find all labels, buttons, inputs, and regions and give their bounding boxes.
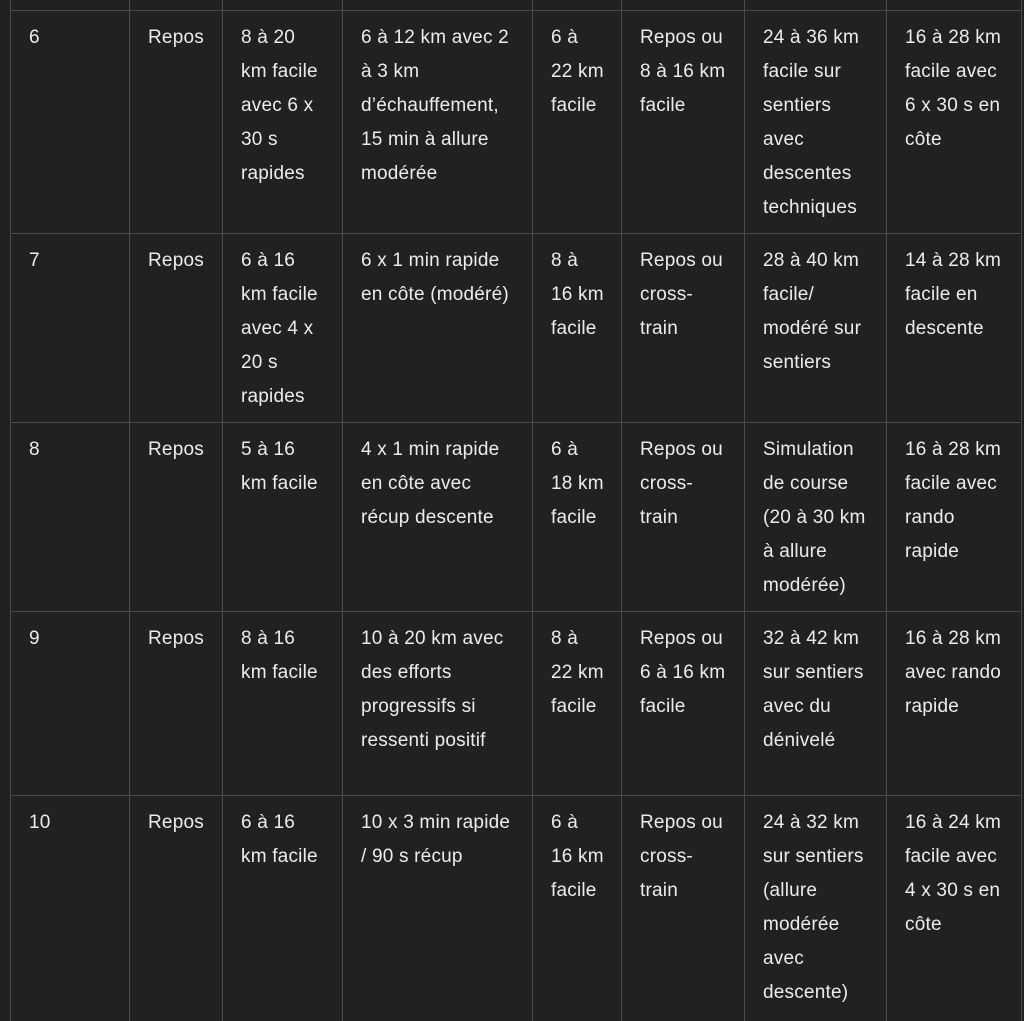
day-7-cell: 16 à 28 km avec rando rapide: [887, 612, 1022, 796]
table-row-week-9: [11, 612, 1022, 796]
table-row-week-7: [11, 234, 1022, 423]
table-cell-empty: [11, 0, 130, 11]
day-7-cell: 16 à 28 km facile avec rando rapide: [887, 423, 1022, 612]
day-2-cell: 6 à 16 km facile: [223, 796, 343, 1021]
day-2-cell: 8 à 16 km facile: [223, 612, 343, 796]
table-cell-empty: [343, 0, 533, 11]
table-cell-empty: [223, 0, 343, 11]
table-row-partial: [11, 0, 1022, 11]
day-7-cell: 16 à 28 km facile avec 6 x 30 s en côte: [887, 11, 1022, 234]
day-4-cell: 6 à 18 km facile: [533, 423, 622, 612]
table-cell-empty: [887, 0, 1022, 11]
day-6-cell: 24 à 36 km facile sur sentiers avec descentes techniques: [745, 11, 887, 234]
day-1-cell: Repos: [130, 11, 223, 234]
day-3-cell: 10 à 20 km avec des efforts progressifs si ressenti positif: [343, 612, 533, 796]
day-1-cell: Repos: [130, 612, 223, 796]
day-5-cell: Repos ou cross-train: [622, 796, 745, 1021]
week-number-cell: 7: [11, 234, 130, 423]
week-number-cell: 9: [11, 612, 130, 796]
day-2-cell: 6 à 16 km facile avec 4 x 20 s rapides: [223, 234, 343, 423]
day-1-cell: Repos: [130, 423, 223, 612]
table-cell-empty: [130, 0, 223, 11]
table-row-week-8: [11, 423, 1022, 612]
day-5-cell: Repos ou cross-train: [622, 423, 745, 612]
table-cell-empty: [745, 0, 887, 11]
day-6-cell: Simulation de course (20 à 30 km à allure modérée): [745, 423, 887, 612]
day-3-cell: 10 x 3 min rapide / 90 s récup: [343, 796, 533, 1021]
day-4-cell: 8 à 16 km facile: [533, 234, 622, 423]
table-row-week-10: [11, 796, 1022, 1021]
table-row-week-6: [11, 11, 1022, 234]
training-plan-table: [10, 0, 1022, 1021]
table-cell-empty: [533, 0, 622, 11]
day-6-cell: 28 à 40 km facile/ modéré sur sentiers: [745, 234, 887, 423]
day-1-cell: Repos: [130, 796, 223, 1021]
week-number-cell: 6: [11, 11, 130, 234]
day-2-cell: 8 à 20 km facile avec 6 x 30 s rapides: [223, 11, 343, 234]
day-6-cell: 32 à 42 km sur sentiers avec du dénivelé: [745, 612, 887, 796]
day-3-cell: 6 x 1 min rapide en côte (modéré): [343, 234, 533, 423]
table-cell-empty: [622, 0, 745, 11]
day-5-cell: Repos ou 8 à 16 km facile: [622, 11, 745, 234]
day-5-cell: Repos ou cross-train: [622, 234, 745, 423]
day-5-cell: Repos ou 6 à 16 km facile: [622, 612, 745, 796]
week-number-cell: 10: [11, 796, 130, 1021]
week-number-cell: 8: [11, 423, 130, 612]
day-4-cell: 6 à 16 km facile: [533, 796, 622, 1021]
day-3-cell: 4 x 1 min rapide en côte avec récup descente: [343, 423, 533, 612]
day-7-cell: 16 à 24 km facile avec 4 x 30 s en côte: [887, 796, 1022, 1021]
day-4-cell: 8 à 22 km facile: [533, 612, 622, 796]
day-3-cell: 6 à 12 km avec 2 à 3 km d’échauffement, 15 min à allure modérée: [343, 11, 533, 234]
day-7-cell: 14 à 28 km facile en descente: [887, 234, 1022, 423]
day-1-cell: Repos: [130, 234, 223, 423]
day-2-cell: 5 à 16 km facile: [223, 423, 343, 612]
day-6-cell: 24 à 32 km sur sentiers (allure modérée avec descente): [745, 796, 887, 1021]
day-4-cell: 6 à 22 km facile: [533, 11, 622, 234]
